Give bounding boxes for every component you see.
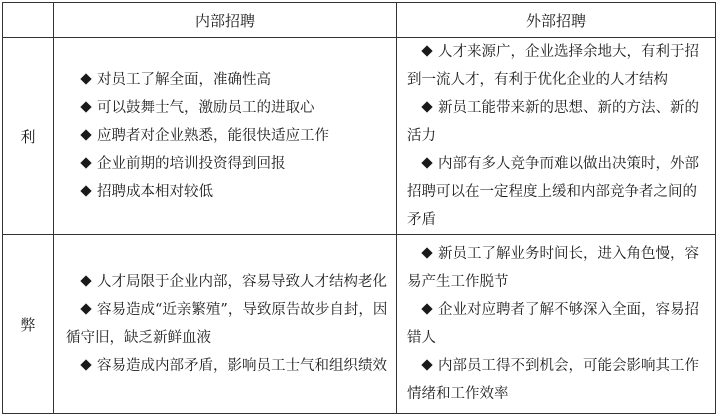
list-item: 容易造成内部矛盾，影响员工士气和组织绩效 <box>66 352 388 380</box>
list-item: 人才局限于企业内部，容易导致人才结构老化 <box>66 268 388 296</box>
table-row <box>3 235 716 414</box>
corner-cell <box>3 3 54 38</box>
list-item: 人才来源广，企业选择余地大，有利于招到一流人才，有利于优化企业的人才结构 <box>407 44 699 88</box>
list-item: 内部员工得不到机会，可能会影响其工作情绪和工作效率 <box>407 358 699 402</box>
diamond-bullet-icon <box>80 129 91 140</box>
list-item: 对员工了解全面，准确性高 <box>80 66 382 94</box>
list-item: 企业对应聘者了解不够深入全面，容易招错人 <box>407 302 699 346</box>
header-row <box>3 3 716 38</box>
diamond-bullet-icon <box>80 185 91 196</box>
diamond-bullet-icon <box>421 303 432 314</box>
header-internal: 内部招聘 <box>54 3 397 38</box>
pros-internal-cell <box>54 38 397 235</box>
header-external: 外部招聘 <box>397 3 716 38</box>
diamond-bullet-icon <box>80 101 91 112</box>
diamond-bullet-icon <box>421 101 432 112</box>
cons-external-cell <box>397 235 716 414</box>
diamond-bullet-icon <box>80 303 91 314</box>
cons-internal-cell <box>54 235 397 414</box>
diamond-bullet-icon <box>80 275 91 286</box>
diamond-bullet-icon <box>80 359 91 370</box>
table-row <box>3 38 716 235</box>
pros-external-cell <box>397 38 716 235</box>
row-label-pros: 利 <box>3 38 54 235</box>
list-item: 新员工能带来新的思想、新的方法、新的活力 <box>407 100 699 144</box>
list-item: 招聘成本相对较低 <box>80 178 382 206</box>
diamond-bullet-icon <box>80 157 91 168</box>
list-item: 新员工了解业务时间长，进入角色慢，容易产生工作脱节 <box>407 246 699 290</box>
list-item: 内部有多人竞争而难以做出决策时，外部招聘可以在一定程度上缓和内部竞争者之间的矛盾 <box>407 156 699 228</box>
diamond-bullet-icon <box>80 73 91 84</box>
list-item: 应聘者对企业熟悉，能很快适应工作 <box>80 122 382 150</box>
diamond-bullet-icon <box>421 247 432 258</box>
diamond-bullet-icon <box>421 45 432 56</box>
list-item: 企业前期的培训投资得到回报 <box>80 150 382 178</box>
list-item: 容易造成“近亲繁殖”，导致原告故步自封，因循守旧，缺乏新鲜血液 <box>66 302 388 346</box>
row-label-cons: 弊 <box>3 235 54 414</box>
list-item: 可以鼓舞士气，激励员工的进取心 <box>80 94 382 122</box>
diamond-bullet-icon <box>421 157 432 168</box>
diamond-bullet-icon <box>421 359 432 370</box>
comparison-table <box>2 2 716 414</box>
